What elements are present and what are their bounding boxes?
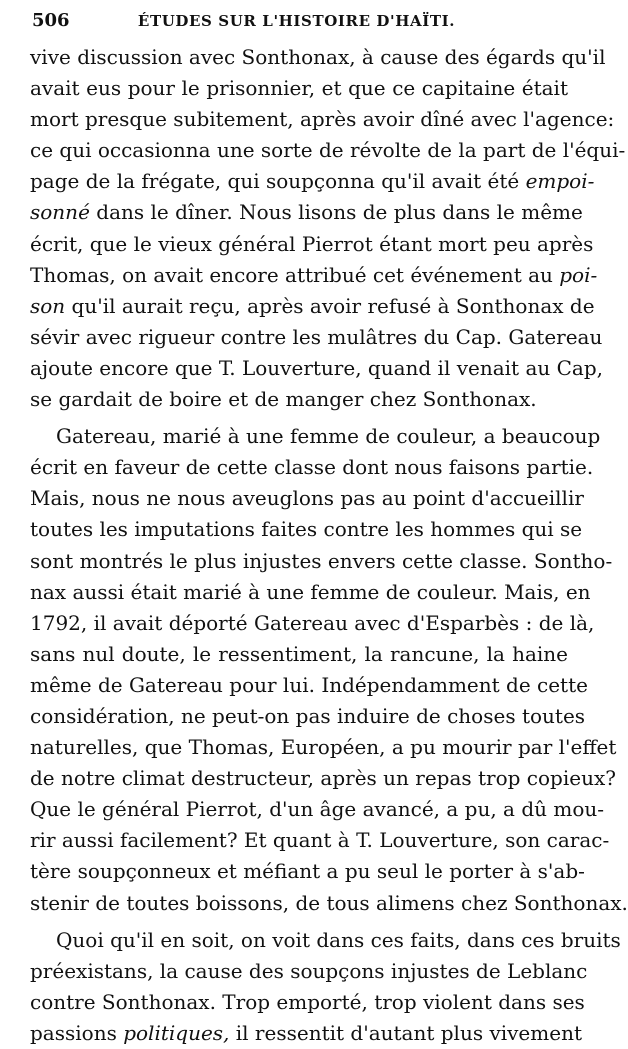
text-line (30, 104, 615, 135)
text-line (30, 452, 594, 483)
text-line (30, 608, 595, 639)
paragraph (30, 421, 628, 919)
text-segment: Thomas, on avait encore attribué cet événement au (30, 262, 560, 287)
italic-text: poi- (559, 262, 598, 287)
text-line (30, 73, 568, 104)
text-line (30, 229, 594, 260)
text-line (30, 856, 585, 887)
text-line (30, 670, 588, 701)
text-segment: 1792, il avait déporté Gatereau avec d'Esparbès : de là, (30, 610, 595, 635)
page-number: 506 (32, 10, 70, 31)
text-line (30, 1018, 582, 1049)
text-line (30, 577, 591, 608)
paragraph (30, 925, 621, 1049)
text-line (30, 291, 595, 322)
text-segment: écrit, que le vieux général Pierrot étant mort peu après (30, 231, 594, 256)
page-header (32, 10, 561, 36)
text-line (30, 42, 606, 73)
text-line (30, 763, 616, 794)
text-line (30, 987, 585, 1018)
text-segment: tère soupçonneux et méfiant a pu seul le porter à s'ab- (30, 859, 585, 884)
text-segment: stenir de toutes boissons, de tous alimens chez Sonthonax. (30, 890, 628, 915)
text-segment: Gatereau, marié à une femme de couleur, a beaucoup (56, 424, 601, 449)
text-line (30, 166, 595, 197)
italic-text: sonné (30, 200, 90, 225)
text-segment: de notre climat destructeur, après un repas trop copieux? (30, 766, 616, 791)
text-line (30, 384, 568, 415)
text-segment: naturelles, que Thomas, Européen, a pu mourir par l'effet (30, 735, 617, 760)
text-segment: considération, ne peut-on pas induire de choses toutes (30, 703, 586, 728)
running-title: ÉTUDES SUR L'HISTOIRE D'HAÏTI. (137, 12, 456, 30)
italic-text: empoi- (525, 169, 595, 194)
text-line (30, 260, 598, 291)
text-segment: préexistans, la cause des soupçons injustes de Leblanc (30, 958, 588, 983)
text-segment: toutes les imputations faites contre les hommes qui se (30, 517, 583, 542)
text-line (30, 197, 583, 228)
text-segment: il ressentit d'autant plus vivement (229, 1020, 582, 1045)
text-segment: dans le dîner. Nous lisons de plus dans le même (89, 200, 583, 225)
text-segment: qu'il aurait reçu, après avoir refusé à Sonthonax de (65, 293, 595, 318)
text-segment: Que le général Pierrot, d'un âge avancé, a pu, a dû mou- (30, 797, 605, 822)
text-line (30, 732, 617, 763)
text-line (30, 421, 601, 452)
text-segment: Quoi qu'il en soit, on voit dans ces faits, dans ces bruits (56, 927, 621, 952)
text-line (30, 135, 626, 166)
text-line (30, 888, 628, 919)
text-segment: vive discussion avec Sonthonax, à cause des égards qu'il (30, 45, 606, 69)
text-line (30, 956, 588, 987)
text-line (30, 794, 605, 825)
text-segment: sont montrés le plus injustes envers cette classe. Sontho- (30, 548, 613, 573)
text-line (30, 546, 613, 577)
italic-text: politiques, (123, 1020, 230, 1045)
text-segment: page de la frégate, qui soupçonna qu'il avait été (30, 169, 526, 194)
text-segment: sévir avec rigueur contre les mulâtres du Cap. Gatereau (30, 324, 603, 349)
text-segment: sans nul doute, le ressentiment, la rancune, la haine (30, 641, 568, 666)
text-segment: nax aussi était marié à une femme de couleur. Mais, en (30, 579, 591, 604)
text-segment: se gardait de boire et de manger chez Sonthonax. (30, 387, 537, 412)
text-line (30, 322, 603, 353)
text-line (30, 514, 583, 545)
text-segment: ajoute encore que T. Louverture, quand il venait au Cap, (30, 355, 603, 380)
text-line (30, 353, 603, 384)
text-segment: écrit en faveur de cette classe dont nous faisons partie. (30, 455, 594, 480)
text-segment: passions (30, 1020, 124, 1045)
text-line (30, 925, 621, 956)
text-line (30, 701, 586, 732)
text-segment: mort presque subitement, après avoir dîné avec l'agence: (30, 107, 615, 132)
text-segment: ce qui occasionna une sorte de révolte de la part de l'équi- (30, 138, 626, 163)
text-segment: avait eus pour le prisonnier, et que ce capitaine était (30, 76, 568, 101)
text-line (30, 639, 568, 670)
text-line (30, 483, 584, 514)
text-segment: rir aussi facilement? Et quant à T. Louverture, son carac- (30, 828, 610, 853)
paragraph (30, 42, 626, 415)
text-line (30, 825, 610, 856)
text-segment: contre Sonthonax. Trop emporté, trop violent dans ses (30, 989, 585, 1014)
body-text (30, 42, 628, 1049)
italic-text: son (30, 293, 66, 318)
text-segment: Mais, nous ne nous aveuglons pas au point d'accueillir (30, 486, 584, 511)
text-segment: même de Gatereau pour lui. Indépendamment de cette (30, 672, 588, 697)
